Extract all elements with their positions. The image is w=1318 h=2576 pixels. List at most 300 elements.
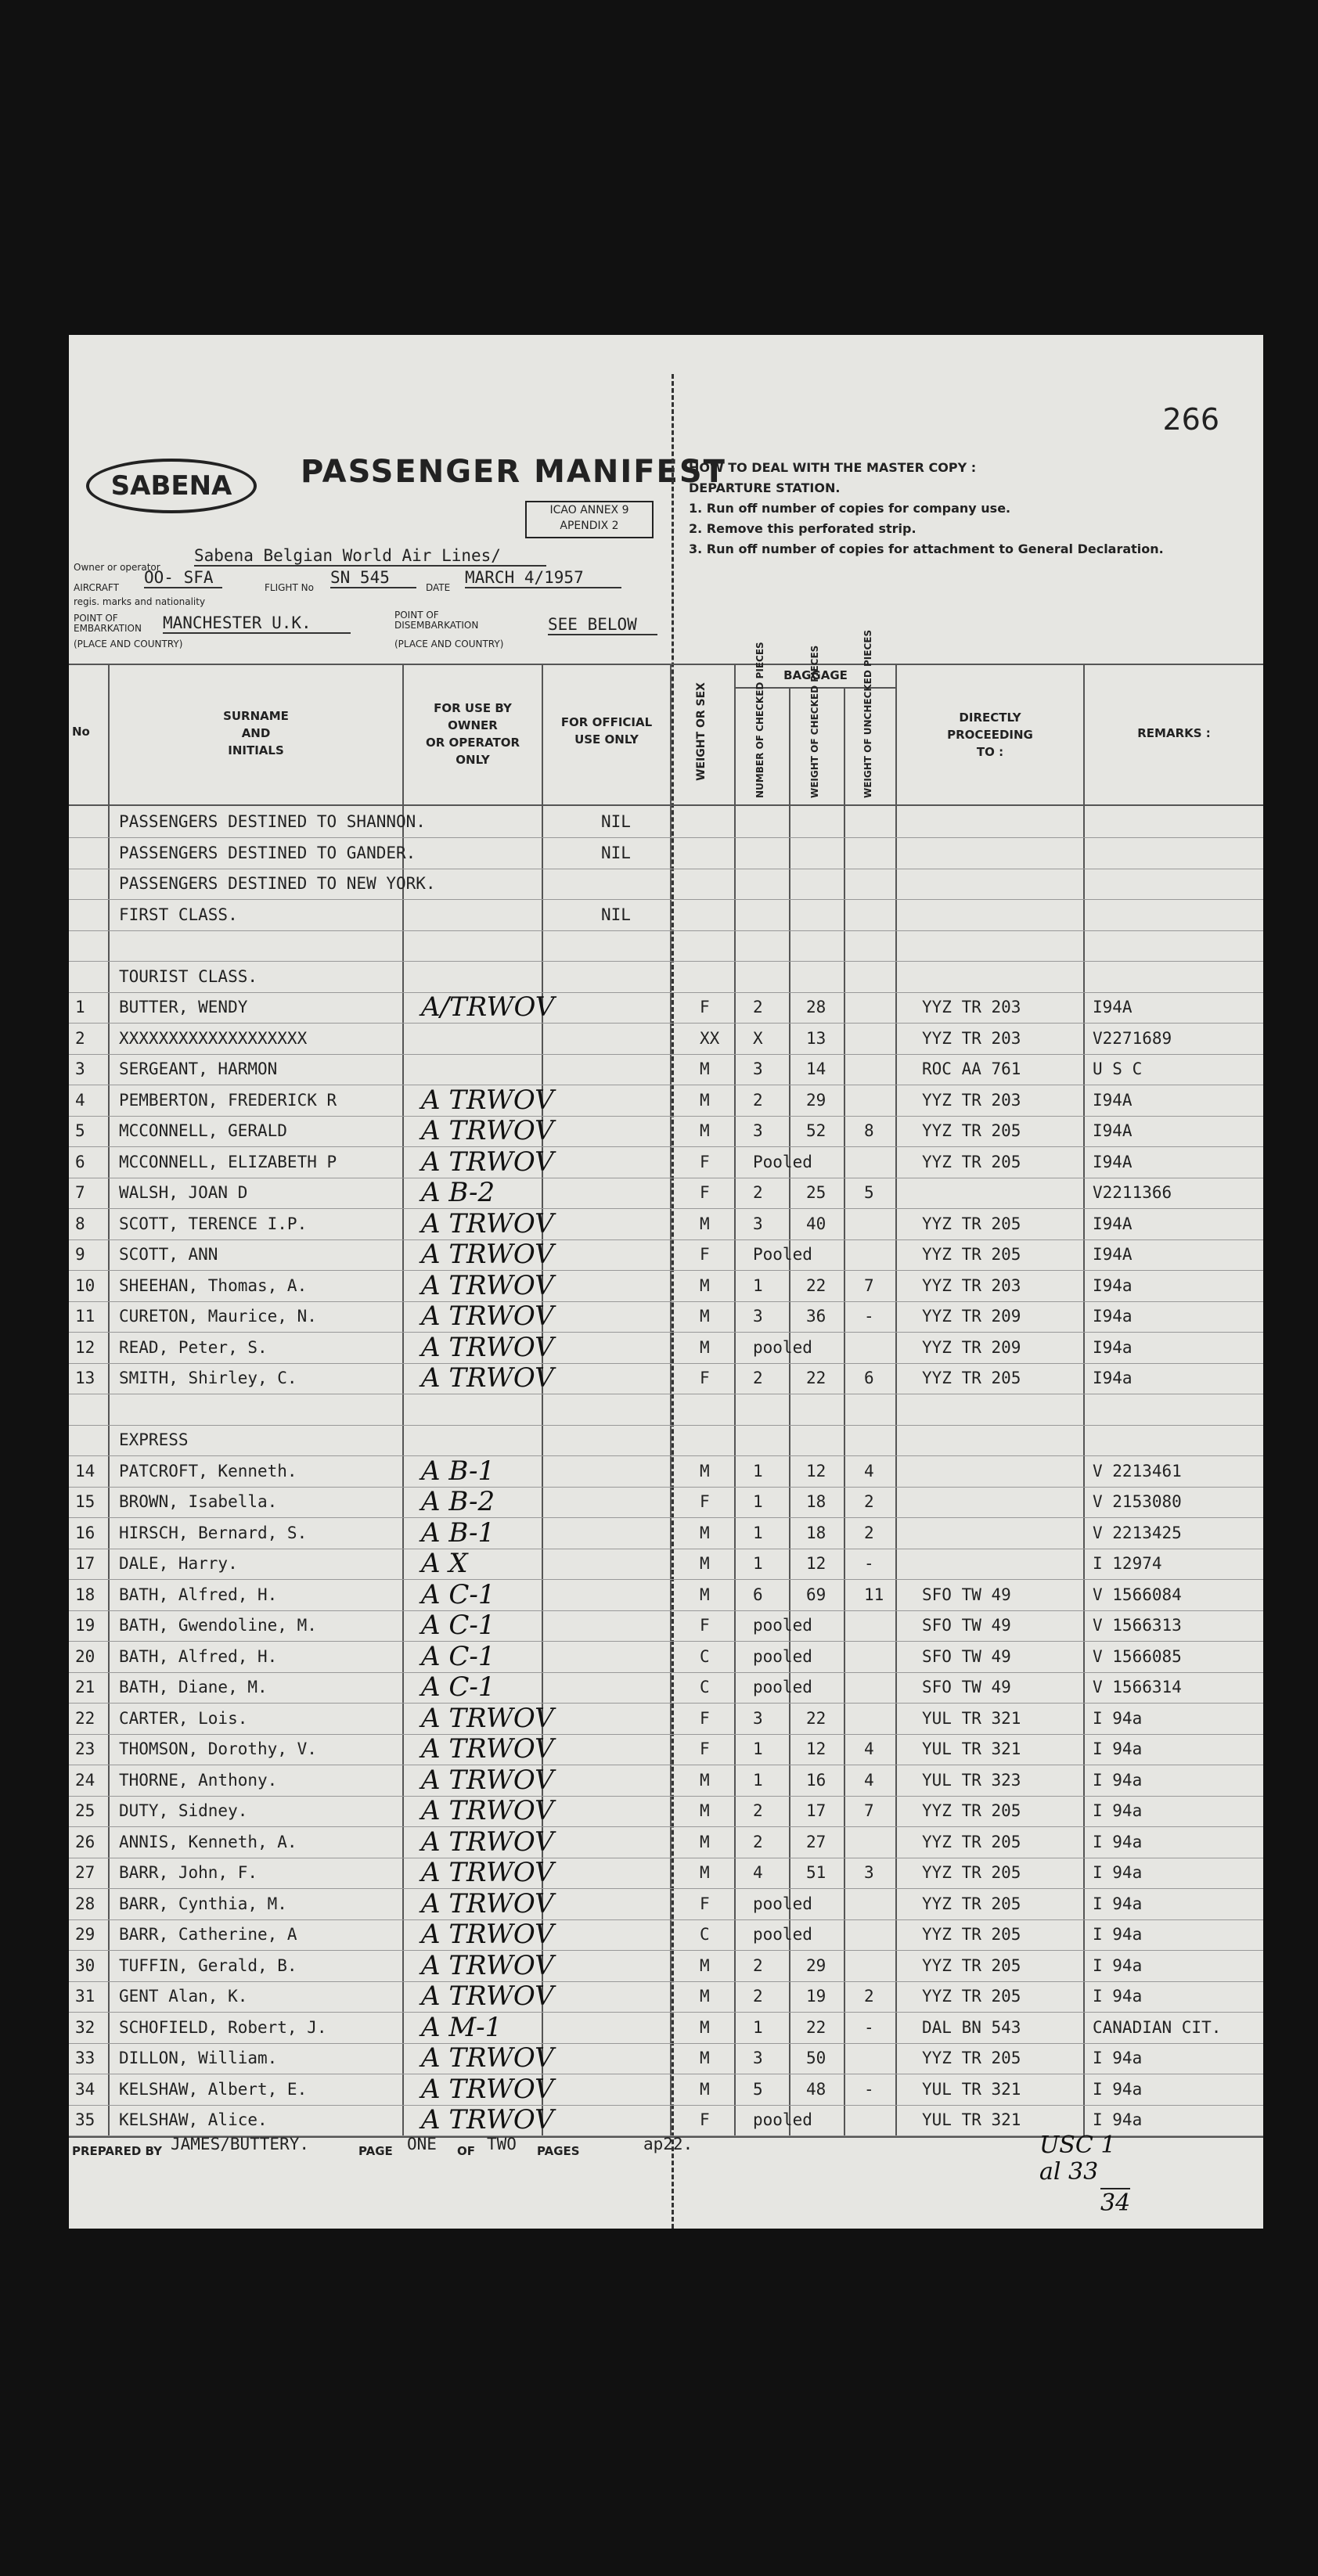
disembark-label: POINT OF DISEMBARKATION: [394, 610, 479, 631]
row-pieces: pooled: [753, 1337, 812, 1357]
row-remarks: V 1566313: [1093, 1616, 1182, 1635]
row-name: SERGEANT, HARMON: [119, 1060, 278, 1078]
row-no: 2: [75, 1028, 85, 1048]
row-pieces: 2: [753, 1801, 763, 1820]
row-weight: 16: [806, 1770, 826, 1790]
row-unchecked: 4: [864, 1740, 874, 1758]
row-no: 5: [75, 1121, 85, 1140]
row-pieces: 2: [753, 998, 763, 1016]
row-pieces: 3: [753, 1307, 763, 1326]
row-remarks: I94a: [1093, 1337, 1133, 1357]
passenger-row: [69, 1301, 1263, 1333]
passenger-row: [69, 1517, 1263, 1549]
passenger-row: [69, 2074, 1263, 2106]
section-name: FIRST CLASS.: [119, 905, 238, 924]
section-official: NIL: [601, 843, 631, 862]
annex-line-1: ICAO ANNEX 9: [549, 504, 629, 516]
prepared-label: PREPARED BY: [72, 2144, 162, 2158]
row-name: BATH, Alfred, H.: [119, 1585, 278, 1604]
row-no: 33: [75, 2049, 95, 2067]
row-unchecked: 2: [864, 1492, 874, 1511]
row-proceeding: YYZ TR 205: [922, 1987, 1021, 2006]
row-sex: M: [700, 1307, 710, 1326]
row-owner-mark: A TRWOV: [421, 1919, 554, 1950]
passenger-row: [69, 1919, 1263, 1951]
row-remarks: I94A: [1093, 1121, 1133, 1140]
row-remarks: I94a: [1093, 1369, 1133, 1387]
row-proceeding: YYZ TR 205: [922, 1369, 1021, 1387]
row-name: SMITH, Shirley, C.: [119, 1369, 297, 1387]
row-name: TUFFIN, Gerald, B.: [119, 1955, 297, 1975]
row-remarks: I94a: [1093, 1275, 1133, 1295]
row-sex: F: [700, 1894, 710, 1913]
row-remarks: V2271689: [1093, 1028, 1172, 1048]
row-pieces: 4: [753, 1863, 763, 1882]
row-sex: M: [700, 1987, 710, 2006]
section-name: TOURIST CLASS.: [119, 966, 258, 986]
passenger-row: [69, 1332, 1263, 1364]
page-title: PASSENGER MANIFEST: [301, 454, 726, 490]
col-num-checked: NUMBER OF CHECKED PIECES: [754, 642, 765, 798]
section-row: [69, 806, 1263, 838]
row-owner-mark: A TRWOV: [421, 1084, 554, 1116]
row-unchecked: 2: [864, 1523, 874, 1542]
row-proceeding: YYZ TR 203: [922, 1090, 1021, 1110]
row-unchecked: -: [864, 2079, 874, 2099]
row-name: DILLON, William.: [119, 2049, 278, 2067]
row-no: 25: [75, 1801, 95, 1820]
row-proceeding: DAL BN 543: [922, 2017, 1021, 2037]
row-pieces: X: [753, 1028, 763, 1048]
row-owner-mark: A TRWOV: [421, 1331, 554, 1363]
row-sex: F: [700, 1369, 710, 1387]
row-no: 1: [75, 998, 85, 1016]
passenger-row: [69, 1703, 1263, 1735]
row-sex: M: [700, 1554, 710, 1573]
row-pieces: 3: [753, 1121, 763, 1140]
section-official: NIL: [601, 812, 631, 831]
disembark-sub: (PLACE AND COUNTRY): [394, 639, 504, 649]
row-proceeding: YYZ TR 205: [922, 1955, 1021, 1975]
row-pieces: Pooled: [753, 1245, 812, 1264]
row-unchecked: 5: [864, 1183, 874, 1202]
row-pieces: 2: [753, 1955, 763, 1975]
row-sex: M: [700, 1801, 710, 1820]
row-no: 20: [75, 1646, 95, 1666]
row-weight: 52: [806, 1121, 826, 1140]
row-weight: 22: [806, 2017, 826, 2037]
row-name: BUTTER, WENDY: [119, 998, 248, 1016]
col-wt-checked: WEIGHT OF CHECKED PIECES: [809, 645, 820, 798]
regis-label: regis. marks and nationality: [74, 596, 206, 607]
section-row: [69, 930, 1263, 962]
embark-value: MANCHESTER U.K.: [163, 613, 351, 634]
annex-line-2: APENDIX 2: [560, 520, 619, 532]
manifest-page: [69, 335, 1263, 2229]
row-name: SHEEHAN, Thomas, A.: [119, 1275, 308, 1295]
page-value: ONE: [407, 2135, 437, 2153]
row-owner-mark: A C-1: [421, 1610, 495, 1641]
row-name: KELSHAW, Alice.: [119, 2110, 268, 2129]
row-pieces: 2: [753, 1090, 763, 1110]
row-no: 4: [75, 1090, 85, 1110]
row-remarks: V2211366: [1093, 1183, 1172, 1202]
row-remarks: V 1566314: [1093, 1678, 1182, 1696]
row-remarks: I 94a: [1093, 1955, 1143, 1975]
row-remarks: I 94a: [1093, 1770, 1143, 1790]
row-name: GENT Alan, K.: [119, 1987, 248, 2006]
row-weight: 22: [806, 1708, 826, 1728]
row-sex: M: [700, 1090, 710, 1110]
row-sex: F: [700, 1492, 710, 1511]
handwritten-note-1: USC 1: [1039, 2132, 1116, 2159]
row-sex: M: [700, 1770, 710, 1790]
row-no: 24: [75, 1770, 95, 1790]
row-name: CARTER, Lois.: [119, 1708, 248, 1728]
row-pieces: 1: [753, 1275, 763, 1295]
row-remarks: I 94a: [1093, 1925, 1143, 1944]
instruction-1: 1. Run off number of copies for company use.: [689, 501, 1011, 516]
row-no: 15: [75, 1492, 95, 1511]
row-sex: C: [700, 1925, 710, 1944]
row-sex: F: [700, 1708, 710, 1728]
row-pieces: 2: [753, 1832, 763, 1851]
passenger-row: [69, 1950, 1263, 1982]
row-no: 18: [75, 1585, 95, 1604]
row-no: 3: [75, 1060, 85, 1078]
row-remarks: V 1566085: [1093, 1646, 1182, 1666]
operator-label: Owner or operator: [74, 562, 160, 573]
row-owner-mark: A TRWOV: [421, 1857, 554, 1888]
row-unchecked: 4: [864, 1461, 874, 1480]
passenger-row: [69, 1394, 1263, 1426]
row-owner-mark: A B-1: [421, 1516, 495, 1549]
row-weight: 12: [806, 1461, 826, 1480]
passenger-row: [69, 2042, 1263, 2074]
row-name: KELSHAW, Albert, E.: [119, 2079, 308, 2099]
flight-value: SN 545: [330, 568, 416, 588]
sabena-logo: SABENA: [86, 459, 257, 513]
passenger-row: [69, 1641, 1263, 1673]
row-proceeding: SFO TW 49: [922, 1616, 1011, 1635]
row-pieces: pooled: [753, 1616, 812, 1635]
row-name: EXPRESS: [119, 1430, 189, 1449]
row-pieces: pooled: [753, 2110, 812, 2129]
section-name: PASSENGERS DESTINED TO SHANNON.: [119, 812, 426, 831]
section-row: [69, 899, 1263, 931]
passenger-row: [69, 1888, 1263, 1920]
row-name: MCCONNELL, ELIZABETH P: [119, 1152, 337, 1171]
row-no: 32: [75, 2017, 95, 2037]
row-owner-mark: A C-1: [421, 1671, 495, 1703]
row-unchecked: 6: [864, 1369, 874, 1387]
embark-label: POINT OF EMBARKATION: [74, 613, 142, 634]
row-weight: 29: [806, 1955, 826, 1975]
passenger-row: [69, 1362, 1263, 1394]
col-surname: SURNAME AND INITIALS: [223, 709, 289, 757]
row-remarks: I94A: [1093, 1245, 1133, 1264]
row-weight: 27: [806, 1832, 826, 1851]
row-sex: M: [700, 1060, 710, 1078]
row-sex: M: [700, 1955, 710, 1975]
row-sex: F: [700, 1245, 710, 1264]
row-owner-mark: A TRWOV: [421, 2104, 554, 2135]
passenger-row: [69, 1981, 1263, 2013]
row-no: 22: [75, 1708, 95, 1728]
row-owner-mark: A TRWOV: [421, 1301, 554, 1332]
row-proceeding: YYZ TR 205: [922, 1121, 1021, 1140]
row-sex: M: [700, 2017, 710, 2037]
row-name: ANNIS, Kenneth, A.: [119, 1832, 297, 1851]
row-sex: M: [700, 1832, 710, 1851]
row-owner-mark: A TRWOV: [421, 1146, 554, 1178]
page-number: 266: [1162, 402, 1219, 437]
row-weight: 18: [806, 1523, 826, 1542]
row-sex: F: [700, 1183, 710, 1202]
row-weight: 12: [806, 1554, 826, 1573]
row-owner-mark: A/TRWOV: [421, 991, 555, 1023]
instruction-2: 2. Remove this perforated strip.: [689, 521, 916, 536]
col-wt-unchecked: WEIGHT OF UNCHECKED PIECES: [862, 629, 873, 798]
row-sex: C: [700, 1646, 710, 1666]
row-name: SCOTT, ANN: [119, 1245, 218, 1264]
section-row: [69, 868, 1263, 900]
row-proceeding: YUL TR 321: [922, 1708, 1021, 1728]
row-weight: 40: [806, 1214, 826, 1233]
row-weight: 29: [806, 1090, 826, 1110]
row-name: DALE, Harry.: [119, 1554, 238, 1573]
section-row: [69, 961, 1263, 993]
row-sex: M: [700, 1863, 710, 1882]
row-no: 35: [75, 2110, 95, 2129]
row-proceeding: SFO TW 49: [922, 1585, 1011, 1604]
row-proceeding: YYZ TR 203: [922, 998, 1021, 1016]
date-value: MARCH 4/1957: [465, 568, 621, 588]
passenger-row: [69, 1270, 1263, 1302]
row-owner-mark: A C-1: [421, 1578, 495, 1610]
row-sex: F: [700, 998, 710, 1016]
row-owner-mark: A TRWOV: [421, 1733, 554, 1765]
aircraft-label: AIRCRAFT: [74, 582, 119, 593]
passenger-row: [69, 1795, 1263, 1827]
row-owner-mark: A TRWOV: [421, 2042, 554, 2074]
row-no: 21: [75, 1678, 95, 1696]
row-unchecked: 3: [864, 1863, 874, 1882]
row-name: BARR, Catherine, A: [119, 1925, 297, 1944]
row-proceeding: YYZ TR 205: [922, 2049, 1021, 2067]
row-name: PEMBERTON, FREDERICK R: [119, 1090, 337, 1110]
row-pieces: 1: [753, 1523, 763, 1542]
row-owner-mark: A TRWOV: [421, 1362, 554, 1394]
row-owner-mark: A TRWOV: [421, 1207, 554, 1239]
row-name: THORNE, Anthony.: [119, 1770, 278, 1790]
row-no: 16: [75, 1523, 95, 1542]
row-pieces: 1: [753, 1461, 763, 1480]
row-proceeding: YYZ TR 209: [922, 1337, 1021, 1357]
row-no: 28: [75, 1894, 95, 1913]
row-sex: F: [700, 1740, 710, 1758]
row-owner-mark: A M-1: [421, 2011, 502, 2043]
row-owner-mark: A X: [421, 1548, 468, 1579]
row-proceeding: YYZ TR 205: [922, 1832, 1021, 1851]
row-sex: M: [700, 1585, 710, 1604]
aircraft-value: OO- SFA: [144, 568, 222, 588]
row-owner-mark: A TRWOV: [421, 1269, 554, 1301]
row-proceeding: YYZ TR 205: [922, 1925, 1021, 1944]
row-remarks: I94A: [1093, 998, 1133, 1016]
row-weight: 50: [806, 2049, 826, 2067]
row-proceeding: YYZ TR 203: [922, 1028, 1021, 1048]
row-no: 6: [75, 1152, 85, 1171]
passenger-row: [69, 1085, 1263, 1117]
row-pieces: 6: [753, 1585, 763, 1604]
row-remarks: I94A: [1093, 1152, 1133, 1171]
row-pieces: 3: [753, 1060, 763, 1078]
operator-value: Sabena Belgian World Air Lines/: [194, 546, 546, 567]
row-proceeding: SFO TW 49: [922, 1678, 1011, 1696]
passenger-row: [69, 991, 1263, 1024]
passenger-row: [69, 2012, 1263, 2044]
row-weight: 22: [806, 1275, 826, 1295]
disembark-value: SEE BELOW: [548, 615, 657, 635]
row-owner-mark: A TRWOV: [421, 1115, 554, 1146]
row-remarks: I 94a: [1093, 1708, 1143, 1728]
row-remarks: V 1566084: [1093, 1585, 1182, 1604]
passenger-row: [69, 1733, 1263, 1765]
passenger-row: [69, 1239, 1263, 1271]
row-remarks: V 2213425: [1093, 1523, 1182, 1542]
row-owner-mark: A TRWOV: [421, 1887, 554, 1919]
of-label: OF: [457, 2144, 475, 2158]
row-name: MCCONNELL, GERALD: [119, 1121, 287, 1140]
row-unchecked: -: [864, 1554, 874, 1573]
row-remarks: CANADIAN CIT.: [1093, 2017, 1222, 2037]
row-pieces: pooled: [753, 1925, 812, 1944]
row-pieces: 2: [753, 1183, 763, 1202]
flight-label: FLIGHT No: [265, 582, 314, 593]
row-unchecked: -: [864, 1307, 874, 1326]
row-remarks: I 94a: [1093, 2079, 1143, 2099]
passenger-row: [69, 1671, 1263, 1704]
footer-code: ap22.: [643, 2135, 693, 2153]
row-weight: 12: [806, 1740, 826, 1758]
row-no: 13: [75, 1369, 95, 1387]
row-sex: F: [700, 2110, 710, 2129]
row-owner-mark: A TRWOV: [421, 1795, 554, 1826]
row-proceeding: YYZ TR 203: [922, 1275, 1021, 1295]
passenger-row: [69, 1177, 1263, 1209]
row-pieces: Pooled: [753, 1152, 812, 1171]
row-name: BATH, Gwendoline, M.: [119, 1616, 317, 1635]
prepared-by: JAMES/BUTTERY.: [171, 2135, 310, 2153]
passenger-row: [69, 1857, 1263, 1889]
row-weight: 28: [806, 998, 826, 1016]
section-row: [69, 837, 1263, 869]
row-weight: 22: [806, 1369, 826, 1387]
row-owner-mark: A TRWOV: [421, 1949, 554, 1981]
row-proceeding: SFO TW 49: [922, 1646, 1011, 1666]
instructions-station: DEPARTURE STATION.: [689, 480, 841, 495]
row-name: WALSH, JOAN D: [119, 1183, 248, 1202]
row-sex: M: [700, 1461, 710, 1480]
row-sex: M: [700, 1337, 710, 1357]
row-remarks: I 94a: [1093, 1832, 1143, 1851]
row-unchecked: 8: [864, 1121, 874, 1140]
row-owner-mark: A B-2: [421, 1177, 495, 1208]
row-pieces: 1: [753, 1492, 763, 1511]
row-unchecked: 11: [864, 1585, 884, 1604]
row-no: 11: [75, 1307, 95, 1326]
row-no: 19: [75, 1616, 95, 1635]
row-sex: F: [700, 1152, 710, 1171]
col-proceeding: DIRECTLY PROCEEDING TO :: [947, 711, 1033, 759]
row-remarks: I94A: [1093, 1214, 1133, 1233]
row-name: BARR, Cynthia, M.: [119, 1894, 287, 1913]
row-remarks: I94a: [1093, 1307, 1133, 1326]
of-value: TWO: [487, 2135, 517, 2153]
row-weight: 14: [806, 1060, 826, 1078]
row-name: HIRSCH, Bernard, S.: [119, 1523, 308, 1542]
col-owner: FOR USE BY OWNER OR OPERATOR ONLY: [425, 701, 520, 767]
handwritten-note-3: 34: [1100, 2189, 1131, 2217]
row-remarks: I94A: [1093, 1090, 1133, 1110]
row-name: SCHOFIELD, Robert, J.: [119, 2017, 327, 2037]
row-pieces: 3: [753, 1708, 763, 1728]
row-weight: 25: [806, 1183, 826, 1202]
row-sex: XX: [700, 1028, 720, 1048]
row-no: 8: [75, 1214, 85, 1233]
row-pieces: 1: [753, 1740, 763, 1758]
handwritten-note-2: al 33: [1039, 2158, 1099, 2186]
row-name: BROWN, Isabella.: [119, 1492, 278, 1511]
embark-sub: (PLACE AND COUNTRY): [74, 639, 183, 649]
row-remarks: I 12974: [1093, 1554, 1162, 1573]
row-no: 29: [75, 1925, 95, 1944]
section-official: NIL: [601, 905, 631, 924]
row-proceeding: YYZ TR 205: [922, 1801, 1021, 1820]
row-sex: M: [700, 1523, 710, 1542]
passenger-row: [69, 1765, 1263, 1797]
instruction-3: 3. Run off number of copies for attachment to General Declaration.: [689, 541, 1164, 556]
passenger-row: [69, 1424, 1263, 1456]
row-proceeding: YUL TR 323: [922, 1770, 1021, 1790]
row-weight: 48: [806, 2079, 826, 2099]
passenger-row: [69, 1486, 1263, 1518]
row-proceeding: YUL TR 321: [922, 2079, 1021, 2099]
row-proceeding: YUL TR 321: [922, 2110, 1021, 2129]
passenger-row: [69, 1146, 1263, 1178]
passenger-row: [69, 1826, 1263, 1858]
row-remarks: I 94a: [1093, 1894, 1143, 1913]
row-name: DUTY, Sidney.: [119, 1801, 248, 1820]
row-name: BATH, Diane, M.: [119, 1678, 268, 1696]
row-remarks: U S C: [1093, 1060, 1143, 1078]
section-name: PASSENGERS DESTINED TO NEW YORK.: [119, 874, 436, 893]
row-sex: C: [700, 1678, 710, 1696]
row-unchecked: 7: [864, 1275, 874, 1295]
row-proceeding: YYZ TR 209: [922, 1307, 1021, 1326]
row-remarks: I 94a: [1093, 1801, 1143, 1820]
row-no: 31: [75, 1987, 95, 2006]
row-pieces: 1: [753, 2017, 763, 2037]
row-pieces: 1: [753, 1554, 763, 1573]
row-weight: 13: [806, 1028, 826, 1048]
row-no: 34: [75, 2079, 95, 2099]
row-name: THOMSON, Dorothy, V.: [119, 1740, 317, 1758]
row-weight: 19: [806, 1987, 826, 2006]
row-proceeding: YUL TR 321: [922, 1740, 1021, 1758]
row-no: 30: [75, 1955, 95, 1975]
